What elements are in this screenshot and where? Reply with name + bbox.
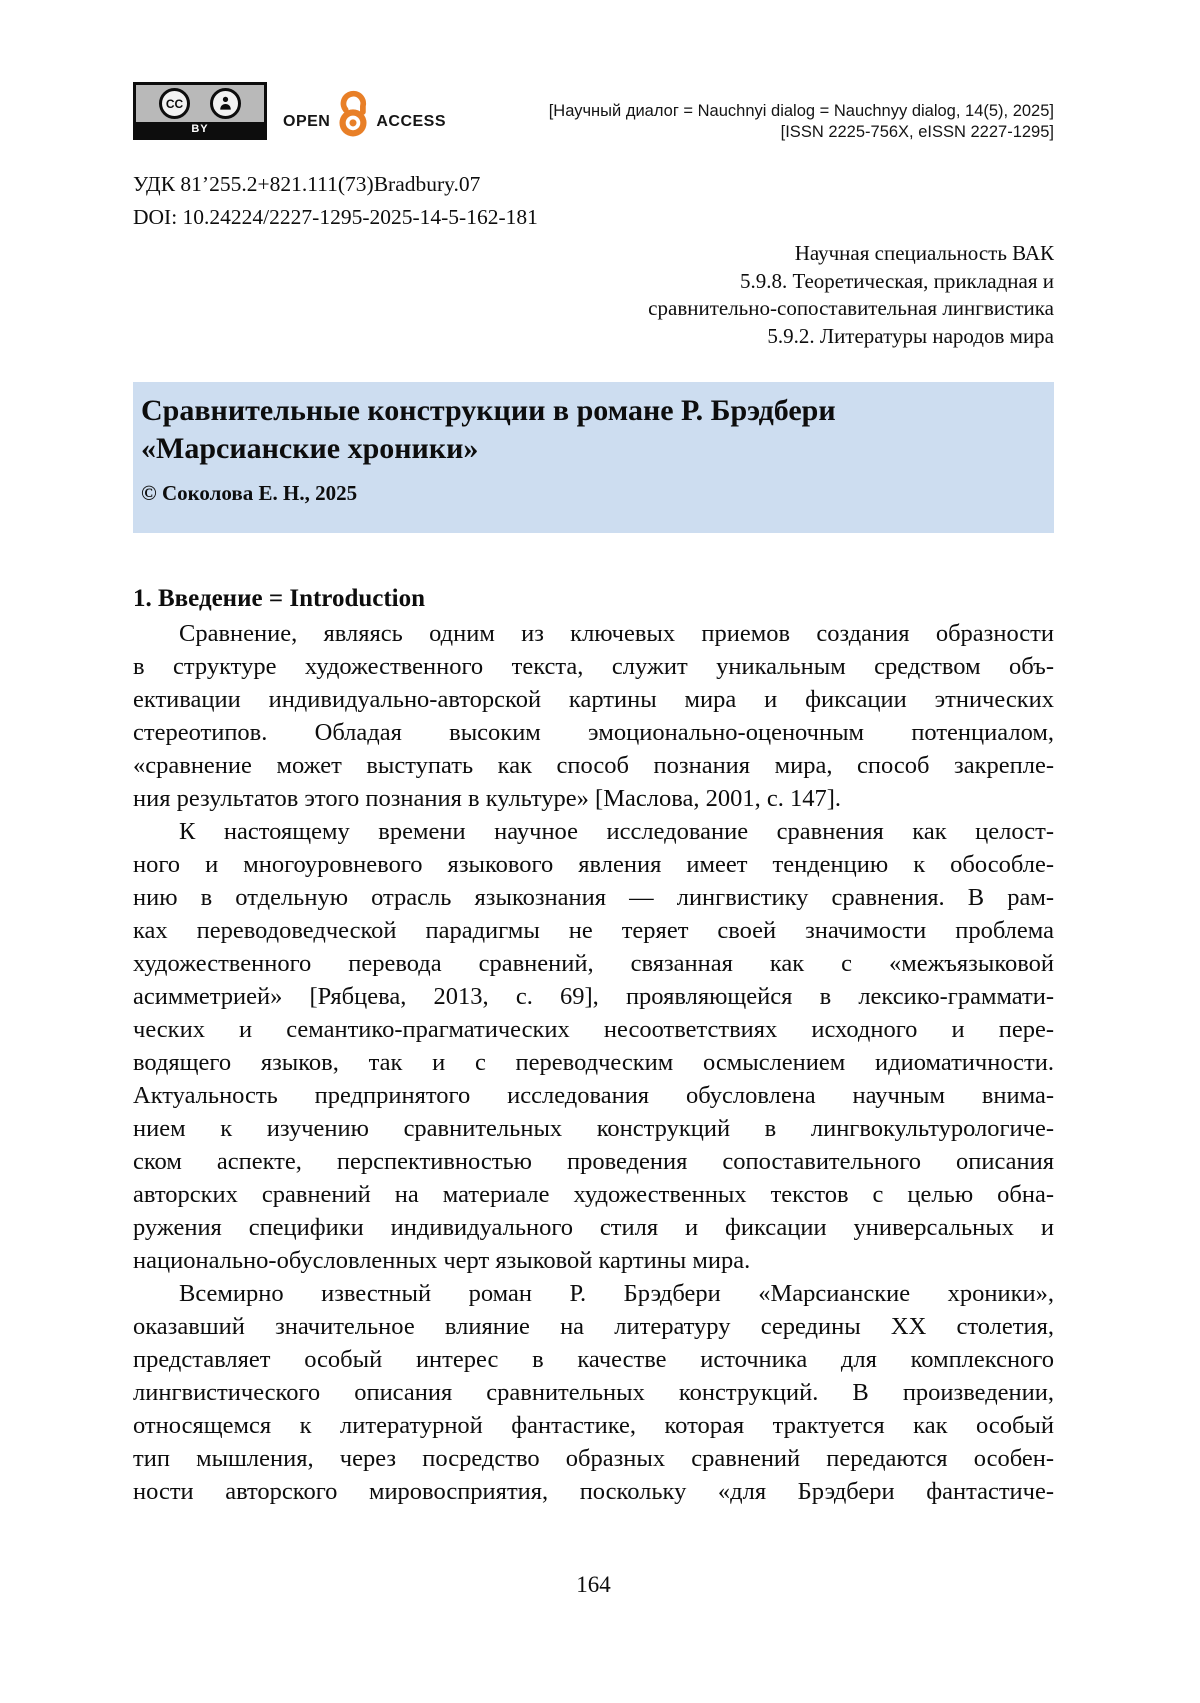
paragraph-line: Сравнение, являясь одним из ключевых приемов создания образности	[179, 620, 1054, 647]
paragraph-line: ках переводоведческой парадигмы не теряет своей значимости проблема	[133, 917, 1054, 944]
udc-line: УДК 81’255.2+821.111(73)Bradbury.07	[133, 172, 481, 196]
open-access-open-label: OPEN	[283, 113, 331, 130]
doi-line: DOI: 10.24224/2227-1295-2025-14-5-162-181	[133, 205, 538, 229]
section-heading: 1. Введение = Introduction	[133, 585, 426, 612]
open-access-logo	[283, 88, 446, 138]
cc-badge-top	[136, 85, 264, 122]
paragraph-line: ческих и семантико-прагматических несоответствиях исходного и пере-	[133, 1016, 1054, 1043]
vak-specialty-line: 5.9.8. Теоретическая, прикладная и	[739, 268, 1054, 293]
paragraph-line: нием к изучению сравнительных конструкций в лингвокультурологиче-	[133, 1115, 1054, 1142]
paragraph-line: в структуре художественного текста, служит уникальным средством объ-	[133, 653, 1054, 680]
paragraph-line: национально-обусловленных черт языковой картины мира.	[133, 1247, 751, 1274]
paragraph-line: Всемирно известный роман Р. Брэдбери «Марсианские хроники»,	[179, 1280, 1054, 1307]
paragraph-line: ружения специфики индивидуального стиля и фиксации универсальных и	[133, 1214, 1054, 1241]
open-access-access-label: ACCESS	[376, 113, 447, 130]
paragraph-line: стереотипов. Обладая высоким эмоционально-оценочным потенциалом,	[133, 719, 1054, 746]
paragraph-line: асимметрией» [Рябцева, 2013, с. 69], проявляющейся в лексико-граммати-	[133, 983, 1054, 1010]
article-title-line: Сравнительные конструкции в романе Р. Брэдбери	[141, 394, 836, 427]
paragraph-line: оказавший значительное влияние на литературу середины XX столетия,	[133, 1313, 1054, 1340]
journal-issn-line: [ISSN 2225-756X, eISSN 2227-1295]	[780, 123, 1054, 141]
paragraph-line: художественного перевода сравнений, связанная как с «межъязыковой	[133, 950, 1054, 977]
cc-icon: CC	[159, 88, 190, 119]
vak-specialty-line: сравнительно-сопоставительная лингвистика	[648, 296, 1054, 320]
paragraph-line: относящемся к литературной фантастике, которая трактуется как особый	[133, 1412, 1054, 1439]
paragraph-line: нию в отдельную отрасль языкознания — лингвистику сравнения. В рам-	[133, 884, 1054, 911]
paragraph-line: ективации индивидуально-авторской картины мира и фиксации этнических	[133, 686, 1054, 713]
cc-by-label: BY	[136, 122, 264, 137]
paragraph-line: лингвистического описания сравнительных конструкций. В произведении,	[133, 1379, 1054, 1406]
person-icon	[210, 88, 241, 119]
paragraph-line: водящего языков, так и с переводческим осмыслением идиоматичности.	[133, 1049, 1054, 1076]
vak-specialty-line: Научная специальность ВАК	[794, 241, 1054, 265]
title-block	[133, 382, 1054, 533]
paragraph-line: ного и многоуровневого языкового явления имеет тенденцию к обособле-	[133, 851, 1054, 878]
article-title-line: «Марсианские хроники»	[141, 432, 479, 465]
paragraph-line: «сравнение может выступать как способ познания мира, способ закрепле-	[133, 752, 1054, 779]
paragraph-line: Актуальность предпринятого исследования обусловлена научным внима-	[133, 1082, 1054, 1109]
paragraph-line: авторских сравнений на материале художественных текстов с целью обна-	[133, 1181, 1054, 1208]
paragraph-line: ском аспекте, перспективностью проведения сопоставительного описания	[133, 1148, 1054, 1175]
paragraph-line: К настоящему времени научное исследование сравнения как целост-	[179, 818, 1054, 845]
journal-citation	[549, 101, 1054, 143]
paragraph-line: ния результатов этого познания в культуре» [Маслова, 2001, с. 147].	[133, 785, 841, 812]
vak-specialty-line: 5.9.2. Литературы народов мира	[767, 323, 1054, 348]
paragraph-line: тип мышления, через посредство образных сравнений передаются особен-	[133, 1445, 1054, 1472]
cc-by-license-badge	[133, 82, 267, 140]
vak-specialty-block	[648, 240, 1054, 350]
copyright-line: © Соколова Е. Н., 2025	[141, 481, 358, 505]
article-body	[133, 617, 1054, 1508]
paragraph-line: представляет особый интерес в качестве источника для комплексного	[133, 1346, 1054, 1373]
journal-citation-line: [Научный диалог = Nauchnyi dialog = Nauchnyy dialog, 14(5), 2025]	[548, 102, 1054, 120]
open-lock-icon	[333, 88, 373, 138]
page-number: 164	[576, 1572, 611, 1597]
paragraph-line: ности авторского мировосприятия, поскольку «для Брэдбери фантастиче-	[133, 1478, 1054, 1505]
